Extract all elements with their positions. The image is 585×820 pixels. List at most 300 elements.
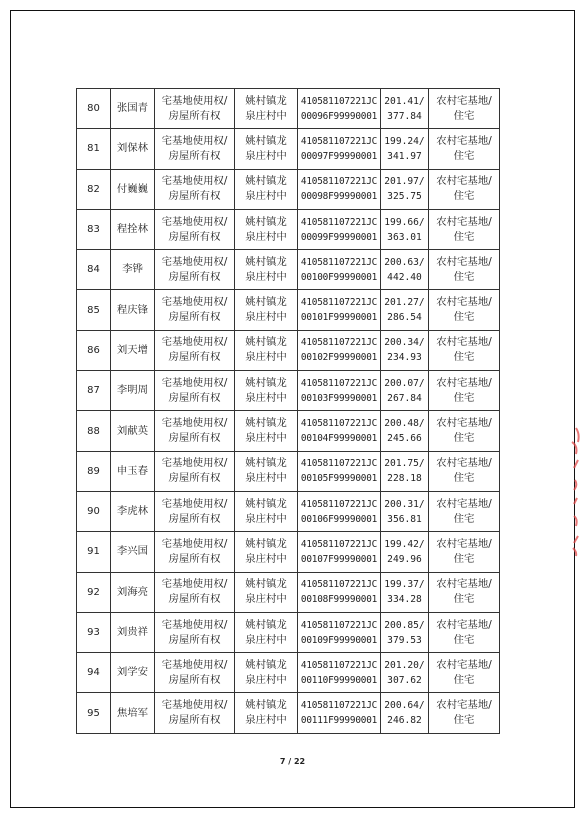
row-number-cell bbox=[77, 451, 111, 491]
unit-code-text: 410581107221JC bbox=[300, 297, 378, 309]
area-cell bbox=[381, 532, 429, 572]
area-text: 307.62 bbox=[387, 674, 422, 686]
location-cell bbox=[235, 653, 298, 693]
table-row bbox=[77, 693, 500, 733]
right-type-text: 宅基地使用权/ bbox=[161, 255, 228, 268]
area-cell bbox=[381, 89, 429, 129]
row-number-cell bbox=[77, 612, 111, 652]
location-text: 姚村镇龙 bbox=[245, 497, 287, 510]
right-type-text: 房屋所有权 bbox=[168, 351, 221, 364]
table-row bbox=[77, 371, 500, 411]
land-use-text: 住宅 bbox=[453, 391, 475, 404]
table-row bbox=[77, 209, 500, 249]
unit-code-text: 410581107221JC bbox=[300, 619, 378, 631]
owner-name-text: 李虎林 bbox=[116, 505, 149, 518]
location-text: 姚村镇龙 bbox=[245, 215, 287, 228]
table-row bbox=[77, 250, 500, 290]
owner-name-text: 刘贵祥 bbox=[116, 626, 149, 638]
right-type-text: 宅基地使用权/ bbox=[161, 699, 228, 712]
location-cell bbox=[235, 491, 298, 531]
owner-name-cell bbox=[111, 250, 155, 290]
right-type-text: 房屋所有权 bbox=[168, 190, 221, 203]
owner-name-text: 刘献英 bbox=[116, 424, 149, 437]
right-type-text: 宅基地使用权/ bbox=[161, 658, 228, 671]
location-text: 泉庄村中 bbox=[245, 714, 287, 727]
unit-code-cell bbox=[298, 491, 381, 531]
land-use-cell bbox=[429, 371, 500, 411]
owner-name-text: 刘海亮 bbox=[116, 585, 149, 598]
right-type-cell bbox=[155, 129, 235, 169]
location-text: 姚村镇龙 bbox=[245, 457, 287, 470]
location-text: 姚村镇龙 bbox=[245, 537, 287, 550]
right-type-text: 房屋所有权 bbox=[168, 311, 221, 324]
table-row bbox=[77, 491, 500, 531]
location-text: 泉庄村中 bbox=[245, 432, 287, 445]
right-type-text: 房屋所有权 bbox=[168, 109, 221, 122]
owner-name-cell bbox=[111, 451, 155, 491]
area-text: 228.18 bbox=[387, 473, 422, 485]
area-text: 356.81 bbox=[387, 513, 422, 525]
area-text: 200.34/ bbox=[384, 337, 425, 349]
owner-name-text: 李铧 bbox=[122, 263, 143, 276]
land-use-cell bbox=[429, 693, 500, 733]
location-cell bbox=[235, 209, 298, 249]
right-type-text: 房屋所有权 bbox=[168, 512, 221, 525]
unit-code-text: 00111F99990001 bbox=[300, 715, 378, 727]
location-text: 姚村镇龙 bbox=[245, 376, 287, 389]
right-type-text: 房屋所有权 bbox=[168, 270, 221, 283]
unit-code-cell bbox=[298, 612, 381, 652]
row-number-text: 85 bbox=[87, 304, 100, 316]
area-text: 267.84 bbox=[387, 392, 422, 404]
location-cell bbox=[235, 330, 298, 370]
unit-code-cell bbox=[298, 653, 381, 693]
unit-code-text: 00110F99990001 bbox=[300, 674, 378, 686]
area-text: 200.48/ bbox=[384, 418, 425, 430]
right-type-text: 房屋所有权 bbox=[168, 714, 221, 727]
location-text: 泉庄村中 bbox=[245, 633, 287, 646]
land-use-text: 住宅 bbox=[453, 270, 475, 283]
land-use-text: 农村宅基地/ bbox=[436, 296, 492, 309]
right-type-text: 房屋所有权 bbox=[168, 472, 221, 485]
location-cell bbox=[235, 693, 298, 733]
location-text: 姚村镇龙 bbox=[245, 94, 287, 107]
area-text: 200.85/ bbox=[384, 619, 425, 631]
table-row bbox=[77, 89, 500, 129]
right-type-text: 宅基地使用权/ bbox=[161, 537, 228, 550]
location-text: 姚村镇龙 bbox=[245, 296, 287, 309]
row-number-text: 83 bbox=[87, 224, 100, 236]
land-use-cell bbox=[429, 491, 500, 531]
location-text: 姚村镇龙 bbox=[245, 175, 287, 188]
owner-name-text: 刘天增 bbox=[116, 343, 149, 356]
area-cell bbox=[381, 451, 429, 491]
area-cell bbox=[381, 491, 429, 531]
location-text: 姚村镇龙 bbox=[245, 255, 287, 268]
row-number-text: 81 bbox=[87, 143, 100, 155]
right-type-text: 宅基地使用权/ bbox=[161, 336, 228, 349]
land-use-cell bbox=[429, 451, 500, 491]
location-text: 泉庄村中 bbox=[245, 472, 287, 485]
table-row bbox=[77, 653, 500, 693]
area-text: 199.66/ bbox=[384, 216, 425, 228]
unit-code-text: 410581107221JC bbox=[300, 498, 378, 510]
table-row bbox=[77, 451, 500, 491]
location-text: 泉庄村中 bbox=[245, 190, 287, 203]
area-text: 246.82 bbox=[387, 715, 422, 727]
location-cell bbox=[235, 451, 298, 491]
area-text: 199.42/ bbox=[384, 538, 425, 550]
right-type-text: 房屋所有权 bbox=[168, 673, 221, 686]
unit-code-cell bbox=[298, 89, 381, 129]
right-type-cell bbox=[155, 250, 235, 290]
unit-code-cell bbox=[298, 572, 381, 612]
table-row bbox=[77, 572, 500, 612]
area-text: 234.93 bbox=[387, 352, 422, 364]
land-use-text: 农村宅基地/ bbox=[436, 658, 492, 671]
property-table bbox=[76, 88, 500, 734]
area-text: 200.63/ bbox=[384, 256, 425, 268]
unit-code-text: 410581107221JC bbox=[300, 176, 378, 188]
unit-code-cell bbox=[298, 330, 381, 370]
location-text: 泉庄村中 bbox=[245, 230, 287, 243]
unit-code-text: 00098F99990001 bbox=[300, 191, 378, 203]
location-text: 姚村镇龙 bbox=[245, 134, 287, 147]
row-number-text: 87 bbox=[87, 385, 100, 397]
land-use-text: 农村宅基地/ bbox=[436, 134, 492, 147]
table-row bbox=[77, 330, 500, 370]
location-text: 泉庄村中 bbox=[245, 673, 287, 686]
land-use-text: 住宅 bbox=[453, 512, 475, 525]
owner-name-cell bbox=[111, 693, 155, 733]
right-type-text: 宅基地使用权/ bbox=[161, 94, 228, 107]
unit-code-cell bbox=[298, 209, 381, 249]
area-cell bbox=[381, 653, 429, 693]
location-text: 泉庄村中 bbox=[245, 311, 287, 324]
unit-code-text: 00097F99990001 bbox=[300, 150, 378, 162]
area-cell bbox=[381, 572, 429, 612]
land-use-text: 农村宅基地/ bbox=[436, 215, 492, 228]
unit-code-cell bbox=[298, 290, 381, 330]
location-cell bbox=[235, 290, 298, 330]
area-cell bbox=[381, 612, 429, 652]
right-type-text: 宅基地使用权/ bbox=[161, 296, 228, 309]
table-row bbox=[77, 129, 500, 169]
area-cell bbox=[381, 250, 429, 290]
row-number-cell bbox=[77, 411, 111, 451]
land-use-text: 住宅 bbox=[453, 190, 475, 203]
right-type-text: 宅基地使用权/ bbox=[161, 417, 228, 430]
right-type-cell bbox=[155, 411, 235, 451]
unit-code-cell bbox=[298, 371, 381, 411]
location-cell bbox=[235, 129, 298, 169]
unit-code-cell bbox=[298, 532, 381, 572]
unit-code-text: 00100F99990001 bbox=[300, 271, 378, 283]
table-row bbox=[77, 612, 500, 652]
right-type-text: 房屋所有权 bbox=[168, 593, 221, 606]
land-use-cell bbox=[429, 250, 500, 290]
unit-code-text: 410581107221JC bbox=[300, 95, 378, 107]
land-use-text: 住宅 bbox=[453, 593, 475, 606]
right-type-text: 宅基地使用权/ bbox=[161, 376, 228, 389]
land-use-text: 住宅 bbox=[453, 472, 475, 485]
right-type-cell bbox=[155, 653, 235, 693]
right-type-text: 宅基地使用权/ bbox=[161, 457, 228, 470]
right-type-text: 宅基地使用权/ bbox=[161, 215, 228, 228]
area-text: 201.20/ bbox=[384, 659, 425, 671]
land-use-cell bbox=[429, 612, 500, 652]
owner-name-cell bbox=[111, 330, 155, 370]
owner-name-text: 李明周 bbox=[116, 384, 149, 397]
right-type-text: 房屋所有权 bbox=[168, 432, 221, 445]
owner-name-cell bbox=[111, 129, 155, 169]
area-text: 200.07/ bbox=[384, 377, 425, 389]
owner-name-text: 程拴林 bbox=[116, 223, 149, 236]
unit-code-cell bbox=[298, 129, 381, 169]
unit-code-text: 00103F99990001 bbox=[300, 392, 378, 404]
right-type-text: 宅基地使用权/ bbox=[161, 578, 228, 591]
location-text: 泉庄村中 bbox=[245, 109, 287, 122]
row-number-text: 94 bbox=[87, 667, 100, 679]
right-type-cell bbox=[155, 371, 235, 411]
row-number-cell bbox=[77, 169, 111, 209]
unit-code-text: 410581107221JC bbox=[300, 538, 378, 550]
land-use-text: 农村宅基地/ bbox=[436, 618, 492, 631]
right-type-text: 房屋所有权 bbox=[168, 230, 221, 243]
unit-code-text: 410581107221JC bbox=[300, 337, 378, 349]
owner-name-cell bbox=[111, 532, 155, 572]
row-number-text: 82 bbox=[87, 183, 100, 195]
land-use-text: 农村宅基地/ bbox=[436, 94, 492, 107]
right-type-cell bbox=[155, 209, 235, 249]
row-number-text: 80 bbox=[87, 103, 100, 115]
area-text: 201.75/ bbox=[384, 458, 425, 470]
table-body bbox=[77, 89, 500, 734]
right-type-cell bbox=[155, 169, 235, 209]
unit-code-text: 410581107221JC bbox=[300, 377, 378, 389]
location-text: 泉庄村中 bbox=[245, 351, 287, 364]
area-text: 199.37/ bbox=[384, 579, 425, 591]
location-text: 泉庄村中 bbox=[245, 552, 287, 565]
land-use-text: 住宅 bbox=[453, 351, 475, 364]
location-cell bbox=[235, 572, 298, 612]
row-number-cell bbox=[77, 250, 111, 290]
row-number-cell bbox=[77, 290, 111, 330]
unit-code-text: 00102F99990001 bbox=[300, 352, 378, 364]
right-type-cell bbox=[155, 89, 235, 129]
area-text: 363.01 bbox=[387, 231, 422, 243]
right-type-text: 房屋所有权 bbox=[168, 149, 221, 162]
land-use-text: 农村宅基地/ bbox=[436, 537, 492, 550]
unit-code-text: 410581107221JC bbox=[300, 700, 378, 712]
area-text: 379.53 bbox=[387, 634, 422, 646]
location-text: 姚村镇龙 bbox=[245, 336, 287, 349]
page-number: 7 / 22 bbox=[279, 757, 306, 766]
owner-name-cell bbox=[111, 371, 155, 411]
owner-name-cell bbox=[111, 290, 155, 330]
owner-name-cell bbox=[111, 653, 155, 693]
row-number-text: 90 bbox=[87, 506, 100, 518]
unit-code-text: 00104F99990001 bbox=[300, 433, 378, 445]
location-cell bbox=[235, 371, 298, 411]
owner-name-cell bbox=[111, 169, 155, 209]
row-number-cell bbox=[77, 371, 111, 411]
land-use-cell bbox=[429, 290, 500, 330]
row-number-cell bbox=[77, 330, 111, 370]
row-number-cell bbox=[77, 491, 111, 531]
right-type-text: 房屋所有权 bbox=[168, 552, 221, 565]
location-text: 泉庄村中 bbox=[245, 593, 287, 606]
right-type-cell bbox=[155, 290, 235, 330]
area-text: 442.40 bbox=[387, 271, 422, 283]
area-text: 377.84 bbox=[387, 110, 422, 122]
owner-name-text: 焦培军 bbox=[116, 706, 149, 719]
right-type-cell bbox=[155, 330, 235, 370]
unit-code-cell bbox=[298, 411, 381, 451]
owner-name-cell bbox=[111, 612, 155, 652]
land-use-text: 住宅 bbox=[453, 633, 475, 646]
location-cell bbox=[235, 411, 298, 451]
right-type-text: 房屋所有权 bbox=[168, 391, 221, 404]
land-use-cell bbox=[429, 330, 500, 370]
row-number-text: 89 bbox=[87, 465, 100, 477]
unit-code-text: 00108F99990001 bbox=[300, 594, 378, 606]
right-type-cell bbox=[155, 532, 235, 572]
land-use-text: 农村宅基地/ bbox=[436, 417, 492, 430]
area-text: 286.54 bbox=[387, 312, 422, 324]
land-use-cell bbox=[429, 129, 500, 169]
area-cell bbox=[381, 129, 429, 169]
location-text: 姚村镇龙 bbox=[245, 618, 287, 631]
right-type-text: 宅基地使用权/ bbox=[161, 134, 228, 147]
unit-code-text: 410581107221JC bbox=[300, 135, 378, 147]
right-type-text: 房屋所有权 bbox=[168, 633, 221, 646]
unit-code-cell bbox=[298, 693, 381, 733]
owner-name-cell bbox=[111, 572, 155, 612]
row-number-text: 92 bbox=[87, 586, 100, 598]
land-use-text: 住宅 bbox=[453, 109, 475, 122]
row-number-text: 86 bbox=[87, 344, 100, 356]
area-text: 249.96 bbox=[387, 553, 422, 565]
row-number-cell bbox=[77, 693, 111, 733]
land-use-text: 住宅 bbox=[453, 552, 475, 565]
area-text: 200.64/ bbox=[384, 700, 425, 712]
land-use-text: 住宅 bbox=[453, 149, 475, 162]
row-number-text: 91 bbox=[87, 546, 100, 558]
owner-name-text: 李兴国 bbox=[116, 545, 149, 558]
owner-name-cell bbox=[111, 491, 155, 531]
owner-name-text: 付巍巍 bbox=[116, 182, 149, 195]
row-number-cell bbox=[77, 653, 111, 693]
land-use-text: 农村宅基地/ bbox=[436, 699, 492, 712]
table-row bbox=[77, 169, 500, 209]
owner-name-text: 张国青 bbox=[116, 102, 149, 115]
owner-name-text: 刘保林 bbox=[116, 142, 149, 155]
land-use-text: 住宅 bbox=[453, 311, 475, 324]
land-use-cell bbox=[429, 89, 500, 129]
owner-name-text: 刘学安 bbox=[116, 666, 149, 679]
unit-code-text: 00101F99990001 bbox=[300, 312, 378, 324]
location-cell bbox=[235, 532, 298, 572]
right-type-cell bbox=[155, 451, 235, 491]
unit-code-text: 410581107221JC bbox=[300, 418, 378, 430]
area-text: 341.97 bbox=[387, 150, 422, 162]
table-row bbox=[77, 411, 500, 451]
unit-code-text: 00107F99990001 bbox=[300, 553, 378, 565]
area-text: 325.75 bbox=[387, 191, 422, 203]
row-number-cell bbox=[77, 532, 111, 572]
land-use-text: 农村宅基地/ bbox=[436, 175, 492, 188]
red-seal-stamp-edge bbox=[566, 420, 582, 560]
right-type-text: 宅基地使用权/ bbox=[161, 497, 228, 510]
land-use-text: 住宅 bbox=[453, 673, 475, 686]
area-cell bbox=[381, 693, 429, 733]
area-cell bbox=[381, 209, 429, 249]
unit-code-text: 00106F99990001 bbox=[300, 513, 378, 525]
land-use-cell bbox=[429, 532, 500, 572]
unit-code-text: 410581107221JC bbox=[300, 659, 378, 671]
land-use-cell bbox=[429, 653, 500, 693]
area-text: 201.97/ bbox=[384, 176, 425, 188]
right-type-cell bbox=[155, 612, 235, 652]
land-use-cell bbox=[429, 572, 500, 612]
land-use-cell bbox=[429, 411, 500, 451]
unit-code-text: 00096F99990001 bbox=[300, 110, 378, 122]
land-use-cell bbox=[429, 169, 500, 209]
owner-name-text: 申玉春 bbox=[116, 464, 149, 477]
location-text: 姚村镇龙 bbox=[245, 578, 287, 591]
location-text: 泉庄村中 bbox=[245, 149, 287, 162]
location-cell bbox=[235, 612, 298, 652]
location-text: 姚村镇龙 bbox=[245, 658, 287, 671]
unit-code-text: 410581107221JC bbox=[300, 256, 378, 268]
row-number-text: 95 bbox=[87, 707, 100, 719]
location-cell bbox=[235, 250, 298, 290]
row-number-cell bbox=[77, 129, 111, 169]
land-use-text: 农村宅基地/ bbox=[436, 336, 492, 349]
location-text: 泉庄村中 bbox=[245, 512, 287, 525]
area-cell bbox=[381, 169, 429, 209]
area-text: 200.31/ bbox=[384, 498, 425, 510]
land-use-cell bbox=[429, 209, 500, 249]
right-type-cell bbox=[155, 491, 235, 531]
right-type-text: 宅基地使用权/ bbox=[161, 175, 228, 188]
area-text: 245.66 bbox=[387, 433, 422, 445]
location-text: 泉庄村中 bbox=[245, 270, 287, 283]
location-text: 姚村镇龙 bbox=[245, 699, 287, 712]
area-text: 201.41/ bbox=[384, 95, 425, 107]
area-cell bbox=[381, 371, 429, 411]
owner-name-cell bbox=[111, 209, 155, 249]
location-text: 姚村镇龙 bbox=[245, 417, 287, 430]
land-use-text: 农村宅基地/ bbox=[436, 376, 492, 389]
area-cell bbox=[381, 411, 429, 451]
land-use-text: 农村宅基地/ bbox=[436, 578, 492, 591]
area-cell bbox=[381, 290, 429, 330]
land-use-text: 住宅 bbox=[453, 714, 475, 727]
land-use-text: 住宅 bbox=[453, 230, 475, 243]
location-cell bbox=[235, 89, 298, 129]
location-text: 泉庄村中 bbox=[245, 391, 287, 404]
row-number-cell bbox=[77, 209, 111, 249]
unit-code-cell bbox=[298, 250, 381, 290]
table-row bbox=[77, 532, 500, 572]
area-text: 334.28 bbox=[387, 594, 422, 606]
owner-name-text: 程庆锋 bbox=[116, 303, 149, 316]
land-use-text: 住宅 bbox=[453, 432, 475, 445]
location-cell bbox=[235, 169, 298, 209]
unit-code-text: 00109F99990001 bbox=[300, 634, 378, 646]
